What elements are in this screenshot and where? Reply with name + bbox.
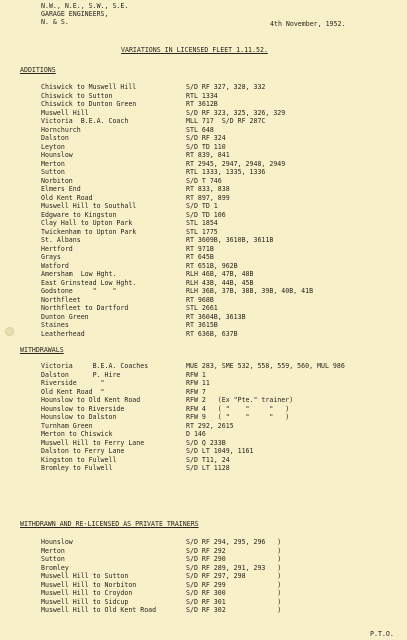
location-cell: Muswell Hill to Southall [41, 202, 137, 210]
location-cell: Old Kent Road " [41, 387, 105, 396]
list-item [41, 100, 401, 109]
location-cell: Bromley to Fulwell [41, 464, 113, 472]
location-cell: Staines [41, 321, 69, 329]
vehicles-cell: S/D RF 301 ) [186, 597, 282, 606]
private-trainers-list [41, 538, 401, 615]
punch-hole [5, 327, 14, 336]
vehicles-cell: RLH 46B, 47B, 48B [186, 270, 254, 278]
location-cell: Clay Hall to Upton Park [41, 219, 133, 227]
location-cell: Muswell Hill to Ferry Lane [41, 438, 145, 447]
location-cell: Hounslow to Old Kent Road [41, 396, 141, 404]
list-item [41, 456, 401, 465]
list-item [41, 321, 401, 330]
vehicles-cell: S/D RF 292 ) [186, 546, 282, 555]
vehicles-cell: S/D TD 110 [186, 142, 226, 151]
location-cell: Sutton [41, 168, 65, 176]
list-item [41, 547, 401, 556]
location-cell: Old Kent Road [41, 193, 93, 202]
vehicles-cell: RT 897, 899 [186, 193, 230, 202]
location-cell: Hounslow to Dalston [41, 413, 117, 421]
list-item [41, 245, 401, 254]
location-cell: Norbiton [41, 176, 73, 185]
vehicles-cell: S/D RF 297, 298 ) [186, 572, 282, 580]
location-cell: Muswell Hill [41, 108, 89, 117]
vehicles-cell: RFW 7 [186, 387, 206, 396]
vehicles-cell: RT 3609B, 3610B, 3611B [186, 236, 274, 244]
list-item [41, 253, 401, 262]
vehicles-cell: STL 648 [186, 125, 214, 134]
list-item [41, 270, 401, 279]
vehicles-cell: RT 292, 2615 [186, 421, 234, 430]
letterhead-line: GARAGE ENGINEERS, [41, 10, 109, 18]
vehicles-cell: RFW 1 [186, 370, 206, 379]
document-title: VARIATIONS IN LICENSED FLEET 1.11.52. [121, 46, 268, 54]
list-item [41, 598, 401, 607]
vehicles-cell: RTL 1334 [186, 91, 218, 100]
list-item [41, 211, 401, 220]
vehicles-cell: S/D RF 302 ) [186, 606, 282, 614]
location-cell: Dalston to Ferry Lane [41, 447, 125, 455]
list-item [41, 379, 401, 388]
vehicles-cell: RT 636B, 637B [186, 329, 238, 338]
vehicles-cell: STL 2661 [186, 304, 218, 312]
vehicles-cell: S/D LT 1128 [186, 464, 230, 472]
location-cell: St. Albans [41, 236, 81, 244]
location-cell: East Grinstead Low Hght. [41, 278, 137, 287]
list-item [41, 143, 401, 152]
location-cell: Twickenham to Upton Park [41, 227, 137, 236]
vehicles-cell: RT 839, 841 [186, 151, 230, 159]
list-item [41, 262, 401, 271]
list-item [41, 589, 401, 598]
list-item [41, 126, 401, 135]
list-item [41, 134, 401, 143]
vehicles-cell: S/D Q 233B [186, 438, 226, 447]
location-cell: Hornchurch [41, 125, 81, 134]
list-item [41, 236, 401, 245]
location-cell: Leatherhead [41, 329, 85, 338]
letterhead-line: N. & S. [41, 18, 69, 26]
list-item [41, 228, 401, 237]
location-cell: Muswell Hill to Sutton [41, 572, 129, 580]
vehicles-cell: S/D T11, 24 [186, 455, 230, 464]
list-item [41, 185, 401, 194]
vehicles-cell: S/D RF 294, 295, 296 ) [186, 538, 282, 546]
location-cell: Riverside " [41, 379, 105, 387]
vehicles-cell: S/D TD 1 [186, 202, 218, 210]
list-item [41, 330, 401, 339]
list-item [41, 202, 401, 211]
list-item [41, 160, 401, 169]
location-cell: Muswell Hill to Norbiton [41, 580, 137, 589]
location-cell: Chiswick to Dunton Green [41, 100, 137, 108]
location-cell: Turnham Green [41, 421, 93, 430]
vehicles-cell: RT 3604B, 3613B [186, 312, 246, 321]
section-heading-private-trainers: WITHDRAWN AND RE-LICENSED AS PRIVATE TRAINERS [20, 520, 199, 528]
location-cell: Amersham Low Hght. [41, 270, 117, 278]
list-item [41, 83, 401, 92]
location-cell: Dalston P. Hire [41, 370, 121, 379]
location-cell: Victoria B.E.A. Coaches [41, 362, 149, 370]
vehicles-cell: S/D RF 290 ) [186, 555, 282, 563]
vehicles-cell: RT 3612B [186, 100, 218, 108]
list-item [41, 396, 401, 405]
document-date: 4th November, 1952. [270, 20, 346, 28]
list-item [41, 538, 401, 547]
location-cell: Leyton [41, 142, 65, 151]
location-cell: Hounslow to Riverside [41, 404, 125, 413]
location-cell: Merton [41, 546, 65, 555]
vehicles-cell: RT 645B [186, 253, 214, 261]
list-item [41, 279, 401, 288]
additions-list [41, 83, 401, 338]
list-item [41, 555, 401, 564]
vehicles-cell: S/D RF 300 ) [186, 589, 282, 597]
location-cell: Edgware to Kingston [41, 210, 117, 219]
pto-note: P.T.O. [370, 630, 394, 638]
location-cell: Grays [41, 253, 61, 261]
vehicles-cell: STL 1775 [186, 227, 218, 236]
vehicles-cell: MLL 717 S/D RF 287C [186, 117, 266, 125]
list-item [41, 422, 401, 431]
location-cell: Sutton [41, 555, 65, 563]
vehicles-cell: RT 971B [186, 244, 214, 253]
vehicles-cell: S/D RF 327, 328, 332 [186, 83, 266, 91]
list-item [41, 606, 401, 615]
location-cell: Watford [41, 261, 69, 270]
list-item [41, 117, 401, 126]
list-item [41, 109, 401, 118]
vehicles-cell: S/D RF 299 ) [186, 580, 282, 589]
list-item [41, 362, 401, 371]
location-cell: Muswell Hill to Old Kent Road [41, 606, 157, 614]
letterhead-line: N.W., N.E., S.W., S.E. [41, 2, 129, 10]
location-cell: Chiswick to Muswell Hill [41, 83, 137, 91]
location-cell: Northfleet [41, 295, 81, 304]
list-item [41, 296, 401, 305]
vehicles-cell: D 146 [186, 430, 206, 438]
section-heading-additions: ADDITIONS [20, 66, 56, 74]
vehicles-cell: STL 1854 [186, 219, 218, 227]
location-cell: Victoria B.E.A. Coach [41, 117, 129, 125]
vehicles-cell: S/D RF 323, 325, 326, 329 [186, 108, 286, 117]
list-item [41, 405, 401, 414]
list-item [41, 287, 401, 296]
vehicles-cell: RLH 36B, 37B, 38B, 39B, 40B, 41B [186, 287, 314, 295]
list-item [41, 219, 401, 228]
list-item [41, 371, 401, 380]
location-cell: Dunton Green [41, 312, 89, 321]
list-item [41, 430, 401, 439]
vehicles-cell: RFW 11 [186, 379, 210, 387]
list-item [41, 388, 401, 397]
list-item [41, 464, 401, 473]
vehicles-cell: RFW 2 (Ex "Pte." trainer) [186, 396, 294, 404]
location-cell: Dalston [41, 134, 69, 142]
location-cell: Elmers End [41, 185, 81, 193]
location-cell: Merton [41, 159, 65, 168]
list-item [41, 439, 401, 448]
list-item [41, 564, 401, 573]
list-item [41, 194, 401, 203]
section-heading-withdrawals: WITHDRAWALS [20, 346, 64, 354]
location-cell: Northfleet to Dartford [41, 304, 129, 312]
list-item [41, 151, 401, 160]
vehicles-cell: S/D RF 289, 291, 293 ) [186, 563, 282, 572]
vehicles-cell: S/D T 746 [186, 176, 222, 185]
vehicles-cell: S/D RF 324 [186, 134, 226, 142]
location-cell: Chiswick to Sutton [41, 91, 113, 100]
location-cell: Hounslow [41, 151, 73, 159]
location-cell: Merton to Chiswick [41, 430, 113, 438]
vehicles-cell: RT 968B [186, 295, 214, 304]
vehicles-cell: S/D TD 106 [186, 210, 226, 219]
vehicles-cell: RT 651B, 962B [186, 261, 238, 270]
location-cell: Muswell Hill to Croydon [41, 589, 133, 597]
vehicles-cell: RTL 1333, 1335, 1336 [186, 168, 266, 176]
location-cell: Godstone " " [41, 287, 117, 295]
list-item [41, 177, 401, 186]
vehicles-cell: RT 833, 838 [186, 185, 230, 193]
location-cell: Bromley [41, 563, 69, 572]
withdrawals-list [41, 362, 401, 473]
vehicles-cell: RFW 9 ( " " " ) [186, 413, 290, 421]
location-cell: Hertford [41, 244, 73, 253]
list-item [41, 92, 401, 101]
vehicles-cell: MUE 283, SME 532, 558, 559, 560, MUL 986 [186, 362, 345, 370]
vehicles-cell: RFW 4 ( " " " ) [186, 404, 290, 413]
location-cell: Kingston to Fulwell [41, 455, 117, 464]
list-item [41, 413, 401, 422]
list-item [41, 304, 401, 313]
letterhead [41, 2, 128, 26]
list-item [41, 581, 401, 590]
vehicles-cell: RT 3615B [186, 321, 218, 329]
vehicles-cell: S/D LT 1049, 1161 [186, 447, 254, 455]
vehicles-cell: RLH 43B, 44B, 45B [186, 278, 254, 287]
list-item [41, 447, 401, 456]
list-item [41, 313, 401, 322]
location-cell: Hounslow [41, 538, 73, 546]
list-item [41, 168, 401, 177]
location-cell: Muswell Hill to Sidcup [41, 597, 129, 606]
list-item [41, 572, 401, 581]
vehicles-cell: RT 2945, 2947, 2948, 2949 [186, 159, 286, 168]
